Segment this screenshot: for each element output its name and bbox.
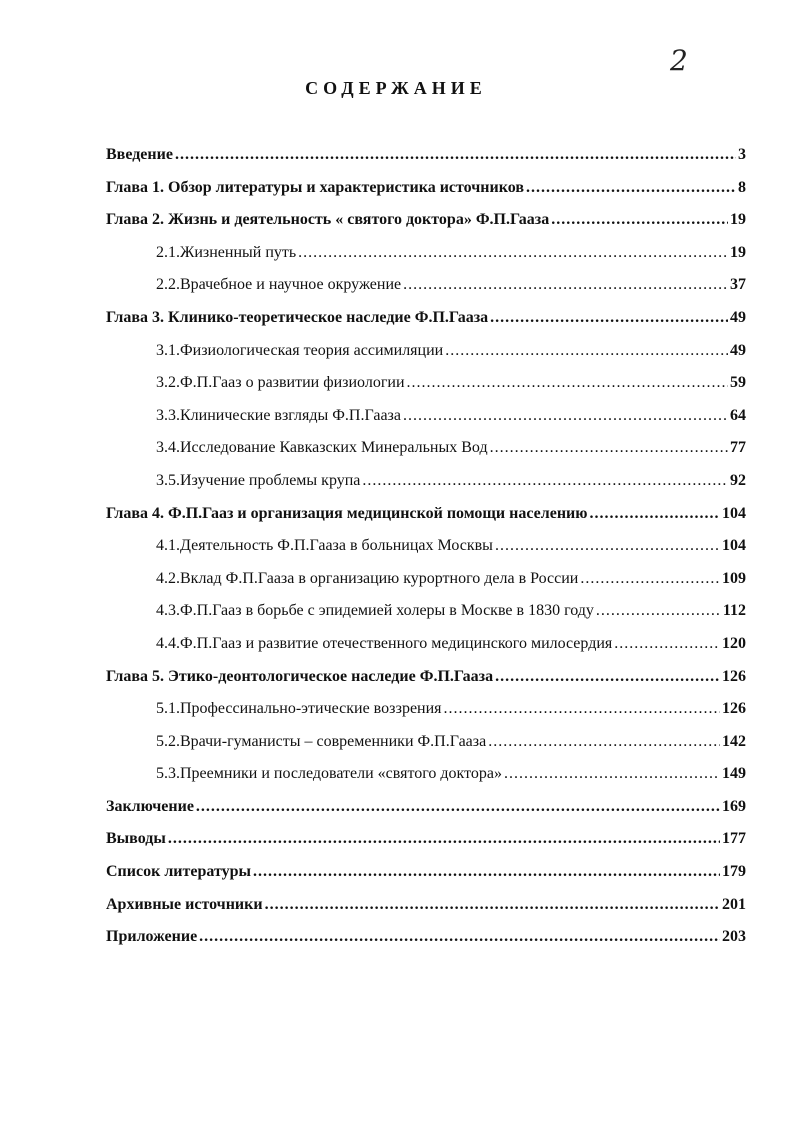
toc-entry-chapter-2 [106,211,746,244]
toc-entry-chapter-3 [106,309,746,342]
page-title: СОДЕРЖАНИЕ [305,78,487,98]
toc-entry-page: 104 [722,504,746,522]
toc-entry-page: 59 [730,374,746,392]
toc-entry-section-3-1 [106,342,746,375]
toc-entry-label: Глава 4. Ф.П.Гааз и организация медицинской помощи населению [106,504,588,522]
toc-entry-section-4-4 [106,635,746,668]
toc-entry-page: 201 [722,895,746,913]
toc-entry-label: Глава 5. Этико-деонтологическое наследие Ф.П.Гааза [106,667,494,685]
toc-entry-page: 49 [730,308,746,326]
toc-entry-section-2-1 [106,244,746,277]
toc-entry-label: 4.4.Ф.П.Гааз и развитие отечественного медицинского милосердия [156,634,613,652]
toc-entry-label: 4.1.Деятельность Ф.П.Гааза в больницах Москвы [156,537,493,555]
toc-entry-label: Заключение [106,797,194,815]
toc-entry-conclusion [106,798,746,831]
handwritten-page-number: 2 [670,44,688,77]
toc-entry-page: 8 [738,178,746,196]
toc-entry-page: 142 [722,732,746,750]
toc-entry-label: 5.2.Врачи-гуманисты – современники Ф.П.Гааза [156,732,487,750]
toc-entry-label: Список литературы [106,863,251,881]
toc-entry-page: 92 [730,471,746,489]
toc-entry-page: 77 [730,439,746,457]
toc-entry-label: 2.1.Жизненный путь [156,243,297,261]
toc-entry-page: 19 [730,243,746,261]
toc-entry-section-3-3 [106,407,746,440]
toc-entry-page: 49 [730,341,746,359]
toc-entry-section-3-2 [106,374,746,407]
toc-entry-page: 112 [722,602,746,620]
toc-entry-section-5-2 [106,733,746,766]
toc-entry-label: 5.1.Профессинально-этические воззрения [156,700,442,718]
toc-entry-chapter-5 [106,668,746,701]
toc-entry-label: 5.3.Преемники и последователи «святого доктора» [156,765,502,783]
toc-entry-page: 126 [722,667,746,685]
toc-entry-label: Глава 3. Клинико-теоретическое наследие Ф.П.Гааза [106,308,489,326]
toc-entry-label: 3.3.Клинические взгляды Ф.П.Гааза [156,406,401,424]
toc-entry-label: Глава 2. Жизнь и деятельность « святого доктора» Ф.П.Гааза [106,211,550,229]
toc-entry-section-5-1 [106,700,746,733]
toc-entry-page: 177 [722,830,746,848]
toc-entry-label: 3.2.Ф.П.Гааз о развитии физиологии [156,374,405,392]
toc-entry-section-2-2 [106,276,746,309]
toc-entry-page: 64 [730,406,746,424]
toc-entry-section-4-2 [106,570,746,603]
toc-entry-page: 19 [730,211,746,229]
toc-entry-page: 37 [730,276,746,294]
toc-entry-label: 2.2.Врачебное и научное окружение [156,276,402,294]
toc-entry-page: 120 [722,634,746,652]
toc-entry-page: 149 [722,765,746,783]
toc-entry-label: 3.5.Изучение проблемы крупа [156,471,361,489]
toc-entry-section-4-1 [106,537,746,570]
toc-entry-label: Введение [106,146,173,163]
table-of-contents [106,146,746,961]
toc-entry-section-3-5 [106,472,746,505]
toc-entry-label: Приложение [106,928,198,946]
toc-entry-label: Архивные источники [106,895,263,913]
toc-entry-page: 126 [722,700,746,718]
toc-entry-label: 4.3.Ф.П.Гааз в борьбе с эпидемией холеры в Москве в 1830 году [156,602,594,620]
toc-entry-page: 203 [722,928,746,946]
toc-entry-section-4-3 [106,602,746,635]
toc-entry-page: 169 [722,797,746,815]
toc-entry-chapter-1 [106,179,746,212]
toc-entry-appendix [106,928,746,961]
toc-entry-page: 3 [738,146,746,163]
toc-entry-label: Глава 1. Обзор литературы и характеристика источников [106,178,524,196]
toc-entry-page: 179 [722,863,746,881]
toc-entry-bibliography [106,863,746,896]
toc-entry-chapter-4 [106,505,746,538]
toc-entry-label: 3.4.Исследование Кавказских Минеральных Вод [156,439,488,457]
toc-entry-page: 109 [722,569,746,587]
toc-entry-findings [106,830,746,863]
toc-entry-page: 104 [722,537,746,555]
toc-entry-label: Выводы [106,830,166,848]
toc-entry-introduction [106,146,746,179]
toc-entry-label: 3.1.Физиологическая теория ассимиляции [156,341,444,359]
toc-entry-section-3-4 [106,439,746,472]
toc-entry-label: 4.2.Вклад Ф.П.Гааза в организацию курортного дела в России [156,569,579,587]
toc-entry-archives [106,896,746,929]
toc-entry-section-5-3 [106,765,746,798]
